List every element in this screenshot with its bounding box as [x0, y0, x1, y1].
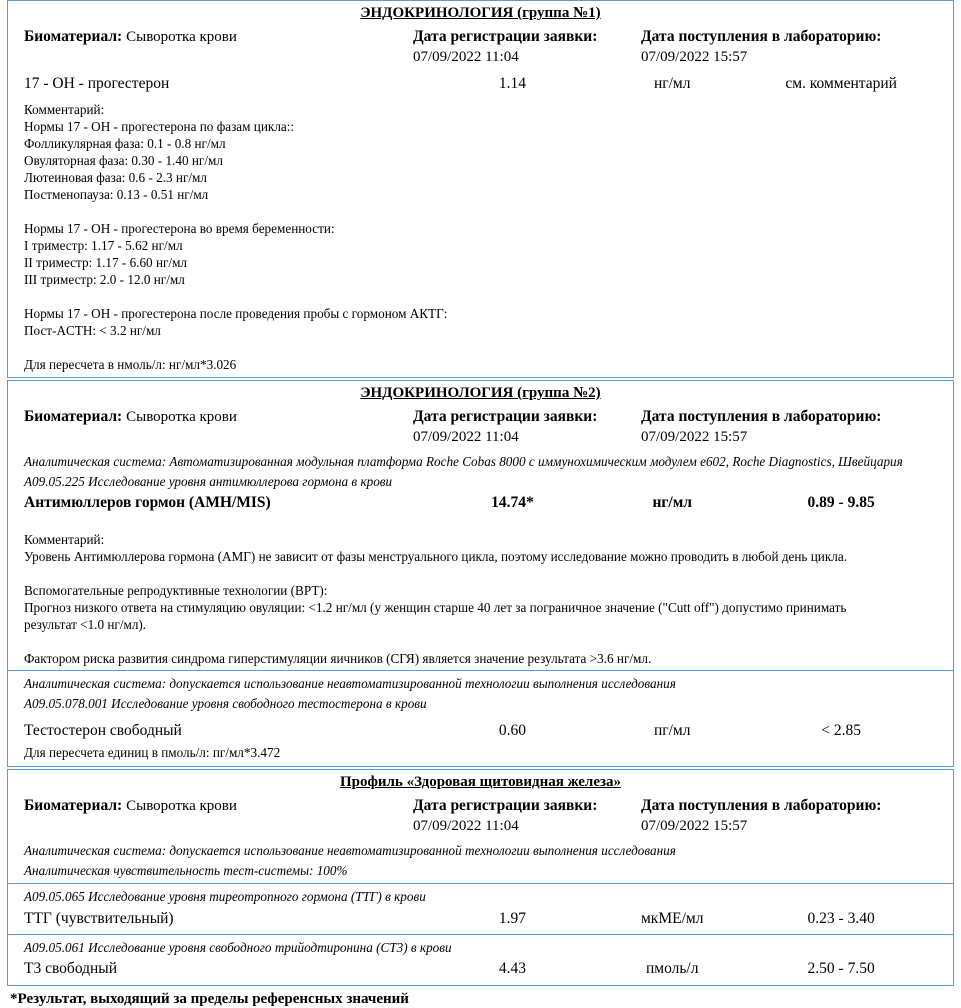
test-reference-range: см. комментарий: [785, 75, 897, 92]
test-name: ТТГ (чувствительный): [24, 909, 174, 927]
analytical-system-note: Аналитическая система: допускается использование неавтоматизированной технологии выполнения исследования: [24, 676, 676, 691]
test-reference-range: 0.89 - 9.85: [807, 494, 875, 511]
biomaterial: [24, 407, 413, 428]
lab-received-date-value: 07/09/2022 15:57: [641, 49, 748, 65]
metadata-row: [24, 27, 937, 68]
comment-line: Лютеиновая фаза: 0.6 - 2.3 нг/мл: [24, 170, 207, 185]
registration-date: [413, 27, 641, 68]
lab-received-date-label: Дата поступления в лабораторию:: [641, 28, 882, 45]
out-of-range-footnote: *Результат, выходящий за пределы референсных значений: [10, 991, 409, 1007]
test-row-tsh: [24, 907, 937, 931]
research-code: A09.05.078.001 Исследование уровня свободного тестостерона в крови: [24, 695, 427, 711]
research-code: A09.05.065 Исследование уровня тиреотропного гормона (ТТГ) в крови: [24, 889, 426, 904]
lab-received-date: [641, 407, 937, 448]
test-row-17-oh-progesterone: [24, 72, 937, 96]
test-name: Т3 свободный: [24, 960, 118, 977]
comment-line: Вспомогательные репродуктивные технологии (ВРТ):: [24, 583, 328, 598]
test-row-t3-free: [24, 957, 937, 981]
section-title: ЭНДОКРИНОЛОГИЯ (группа №2): [360, 385, 601, 401]
test-name: 17 - ОН - прогестерон: [24, 75, 170, 92]
comment-line: Постменопауза: 0.13 - 0.51 нг/мл: [24, 187, 209, 202]
lab-received-date-value: 07/09/2022 15:57: [641, 429, 748, 445]
registration-date-value: 07/09/2022 11:04: [413, 818, 519, 834]
test-units: пг/мл: [653, 722, 691, 739]
section-thyroid-profile: [7, 769, 954, 986]
comment-block: [24, 101, 876, 373]
comment-line: [24, 565, 876, 582]
comment-line: Для пересчета в нмоль/л: нг/мл*3.026: [24, 357, 237, 372]
test-name: Антимюллеров гормон (AMH/MIS): [24, 494, 271, 511]
comment-line: Нормы 17 - ОН - прогестерона во время беременности:: [24, 221, 335, 236]
metadata-row: [24, 407, 937, 448]
registration-date-label: Дата регистрации заявки:: [413, 28, 598, 45]
test-result: 0.60: [498, 722, 527, 739]
section-title: Профиль «Здоровая щитовидная железа»: [339, 774, 622, 790]
registration-date-label: Дата регистрации заявки:: [413, 797, 598, 814]
registration-date: [413, 407, 641, 448]
analytical-system-note: Аналитическая система: допускается использование неавтоматизированной технологии выполнения исследования: [24, 843, 676, 858]
biomaterial-label: Биоматериал:: [24, 408, 123, 425]
lab-received-date: [641, 796, 937, 837]
test-reference-range: 2.50 - 7.50: [807, 960, 875, 977]
test-units: мкМЕ/мл: [641, 909, 704, 927]
lab-received-date-label: Дата поступления в лабораторию:: [641, 797, 882, 814]
test-units: пмоль/л: [645, 960, 699, 977]
comment-block: [24, 531, 876, 667]
comment-line: Фолликулярная фаза: 0.1 - 0.8 нг/мл: [24, 136, 226, 151]
test-row-free-testosterone: [24, 719, 937, 743]
registration-date: [413, 796, 641, 837]
comment-line: Комментарий:: [24, 532, 105, 547]
comment-line: Прогноз низкого ответа на стимуляцию овуляции: <1.2 нг/мл (у женщин старше 40 лет за пограничное значение ("Cutt off") допустимо принимать результат <1.0 нг/мл).: [24, 600, 847, 632]
comment-line: II триместр: 1.17 - 6.60 нг/мл: [24, 255, 188, 270]
sensitivity-note: Аналитическая чувствительность тест-системы: 100%: [24, 862, 348, 878]
lab-received-date: [641, 27, 937, 68]
biomaterial: [24, 27, 413, 48]
comment-line: [24, 339, 876, 356]
biomaterial-label: Биоматериал:: [24, 28, 123, 45]
section-title: ЭНДОКРИНОЛОГИЯ (группа №1): [360, 5, 601, 21]
comment-line: Нормы 17 - ОН - прогестерона после проведения пробы с гормоном АКТГ:: [24, 306, 448, 321]
divider-line: [8, 883, 953, 884]
comment-line: Нормы 17 - ОН - прогестерона по фазам цикла::: [24, 119, 295, 134]
comment-line: III триместр: 2.0 - 12.0 нг/мл: [24, 272, 185, 287]
research-code: A09.05.225 Исследование уровня антимюллерова гормона в крови: [24, 473, 393, 489]
test-result: 1.14: [498, 75, 527, 92]
comment-line: [24, 288, 876, 305]
test-row-amh: [24, 491, 937, 515]
biomaterial-label: Биоматериал:: [24, 797, 123, 814]
comment-line: Пост-ACTH: < 3.2 нг/мл: [24, 323, 161, 338]
metadata-row: [24, 796, 937, 837]
registration-date-label: Дата регистрации заявки:: [413, 408, 598, 425]
test-result: 4.43: [498, 960, 527, 977]
biomaterial-value: Сыворотка крови: [126, 798, 237, 814]
test-units: нг/мл: [652, 494, 692, 511]
comment-line: [24, 633, 876, 650]
comment-line: Овуляторная фаза: 0.30 - 1.40 нг/мл: [24, 153, 223, 168]
comment-line: Комментарий:: [24, 102, 105, 117]
comment-line: Уровень Антимюллерова гормона (АМГ) не зависит от фазы менструального цикла, поэтому исследование можно проводить в любой день цикла.: [24, 549, 847, 564]
section-endocrinology-group2: [7, 380, 954, 767]
conversion-note: Для пересчета единиц в пмоль/л: пг/мл*3.472: [24, 745, 281, 760]
lab-received-date-value: 07/09/2022 15:57: [641, 818, 748, 834]
biomaterial-value: Сыворотка крови: [126, 29, 237, 45]
test-units: нг/мл: [653, 75, 691, 92]
test-name: Тестостерон свободный: [24, 722, 182, 739]
comment-line: I триместр: 1.17 - 5.62 нг/мл: [24, 238, 183, 253]
divider-line: [8, 934, 953, 935]
test-reference-range: < 2.85: [821, 722, 861, 739]
section-endocrinology-group1: [7, 0, 954, 378]
comment-line: [24, 203, 876, 220]
test-reference-range: 0.23 - 3.40: [807, 909, 875, 927]
biomaterial-value: Сыворотка крови: [126, 409, 237, 425]
test-result: 14.74*: [491, 494, 534, 511]
research-code: A09.05.061 Исследование уровня свободного трийодтиронина (СТ3) в крови: [24, 939, 452, 955]
registration-date-value: 07/09/2022 11:04: [413, 49, 519, 65]
divider-line: [8, 670, 953, 671]
analytical-system-note: Аналитическая система: Автоматизированная модульная платформа Roche Cobas 8000 с иммунохимическим модулем e602, Roche Diagnostics, Швейцария: [24, 454, 903, 469]
biomaterial: [24, 796, 413, 817]
lab-received-date-label: Дата поступления в лабораторию:: [641, 408, 882, 425]
registration-date-value: 07/09/2022 11:04: [413, 429, 519, 445]
comment-line: Фактором риска развития синдрома гиперстимуляции яичников (СГЯ) является значение результата >3.6 нг/мл.: [24, 651, 652, 666]
test-result: 1.97: [498, 909, 527, 927]
